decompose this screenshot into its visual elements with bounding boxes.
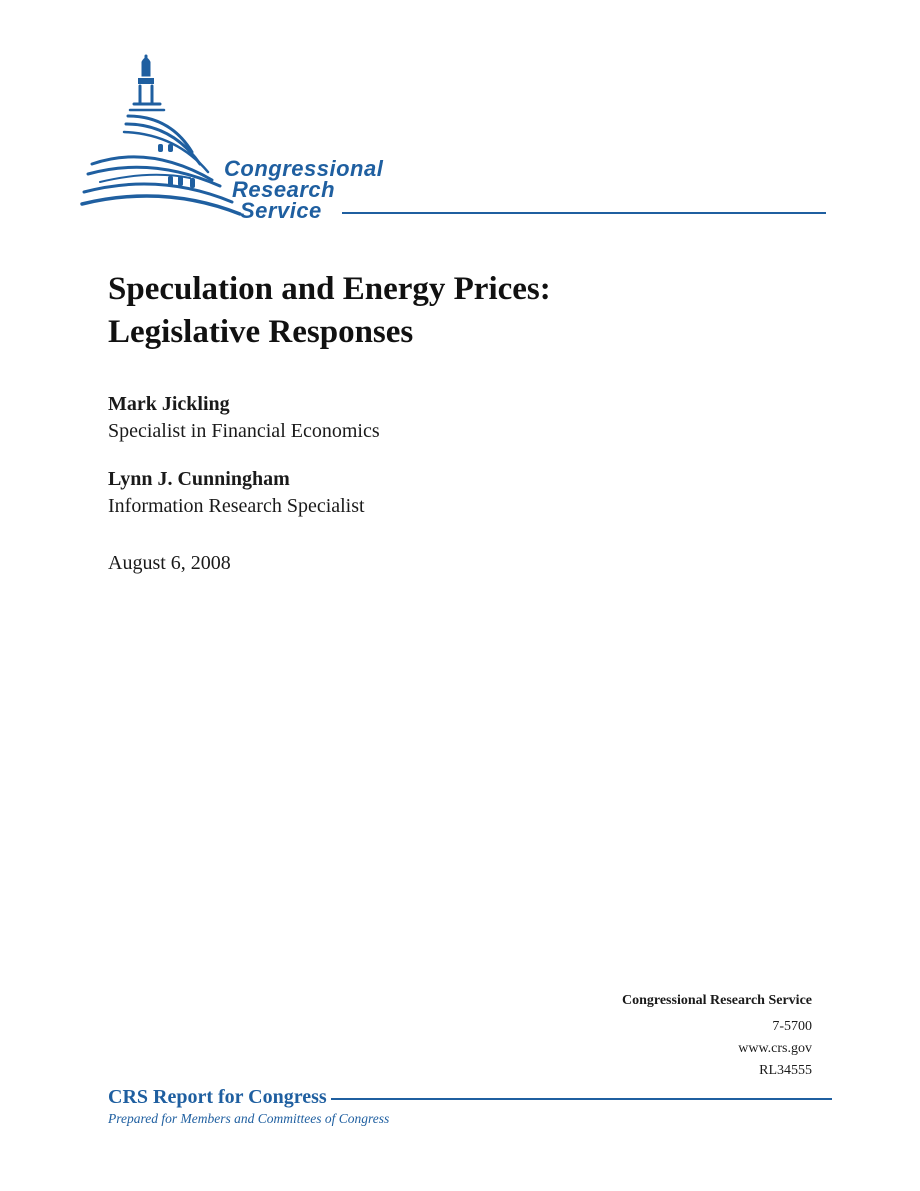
author-role: Specialist in Financial Economics xyxy=(108,420,380,442)
crs-url: www.crs.gov xyxy=(738,1041,812,1056)
crs-logo xyxy=(80,52,840,227)
logo-rule xyxy=(342,212,826,214)
author-name: Lynn J. Cunningham xyxy=(108,468,290,490)
title-line-1: Speculation and Energy Prices: xyxy=(108,271,551,307)
crs-org-name: Congressional Research Service xyxy=(621,993,812,1008)
report-date: August 6, 2008 xyxy=(108,552,231,574)
report-title xyxy=(108,268,551,354)
title-line-2: Legislative Responses xyxy=(108,314,414,350)
footer xyxy=(108,1084,832,1134)
prepared-for-text: Prepared for Members and Committees of Congress xyxy=(108,1111,390,1126)
crs-info-block xyxy=(622,990,812,1082)
report-number: RL34555 xyxy=(759,1063,812,1078)
author-role: Information Research Specialist xyxy=(108,495,365,517)
author-block xyxy=(108,391,380,445)
logo-word-research: Research xyxy=(232,177,336,202)
logo-word-service: Service xyxy=(240,198,322,223)
author-name: Mark Jickling xyxy=(108,393,230,415)
logo-word-congressional: Congressional xyxy=(224,156,384,181)
author-block xyxy=(108,466,365,520)
crs-report-label: CRS Report for Congress xyxy=(108,1084,331,1110)
crs-phone: 7-5700 xyxy=(772,1019,812,1034)
